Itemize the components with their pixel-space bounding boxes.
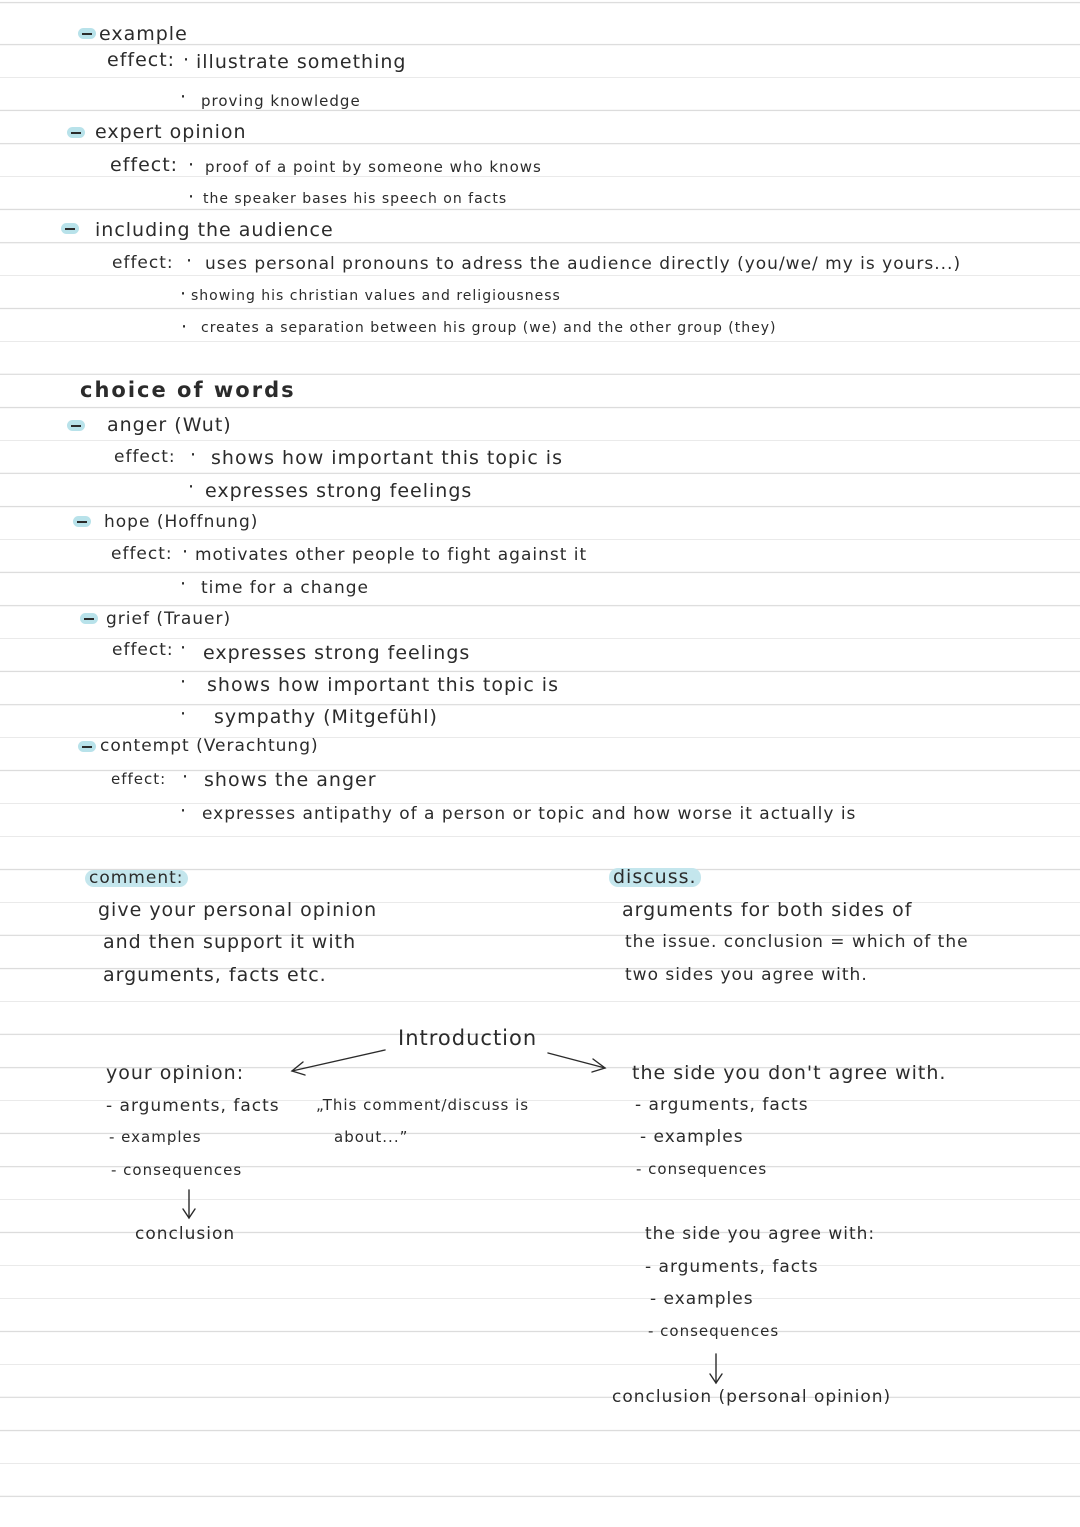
disagree-point: - consequences — [636, 1160, 768, 1178]
effect-label: effect: — [110, 154, 179, 176]
device-name: expert opinion — [95, 121, 247, 143]
effect-text: sympathy (Mitgefühl) — [214, 706, 438, 728]
bullet: · — [180, 637, 188, 659]
bullet: · — [183, 49, 191, 71]
disagree-point: - arguments, facts — [635, 1095, 809, 1115]
your-opinion-point: - arguments, facts — [106, 1096, 280, 1116]
bullet: · — [182, 541, 190, 563]
comment-title: comment: — [85, 870, 188, 887]
effect-text: motivates other people to fight against it — [195, 545, 588, 565]
section-title: choice of words — [80, 378, 296, 402]
device-name: example — [99, 23, 188, 45]
introduction-label: Introduction — [398, 1026, 538, 1050]
your-opinion-point: - consequences — [111, 1161, 243, 1179]
effect-text: creates a separation between his group (we) and the other group (they) — [201, 320, 777, 336]
arrow-to-your-opinion — [292, 1050, 385, 1071]
discuss-line: the issue. conclusion = which of the — [625, 932, 969, 952]
effect-text: expresses strong feelings — [203, 642, 471, 664]
word-name: grief (Trauer) — [106, 609, 232, 629]
discuss-line: two sides you agree with. — [625, 965, 868, 985]
agree-point: - arguments, facts — [645, 1257, 819, 1277]
discuss-line: arguments for both sides of — [622, 899, 913, 921]
bullet: · — [188, 154, 196, 176]
word-name: contempt (Verachtung) — [100, 736, 319, 756]
effect-text: showing his christian values and religiousness — [191, 288, 561, 304]
word-name: anger (Wut) — [107, 414, 232, 436]
effect-label: effect: — [111, 544, 173, 564]
effect-text: expresses strong feelings — [205, 480, 473, 502]
effect-label: effect: — [114, 447, 176, 467]
effect-text: shows the anger — [204, 769, 377, 791]
intro-quote-line: „This comment/discuss is — [316, 1096, 530, 1114]
effect-text: shows how important this topic is — [211, 447, 563, 469]
agree-title: the side you agree with: — [645, 1224, 876, 1244]
your-opinion-point: - examples — [109, 1128, 202, 1146]
effect-text: time for a change — [201, 578, 369, 598]
intro-quote-line: about...” — [334, 1128, 409, 1146]
bullet: · — [180, 703, 188, 725]
effect-text: uses personal pronouns to adress the audience directly (you/we/ my is yours...) — [205, 254, 962, 274]
bullet: · — [182, 766, 190, 788]
agree-point: - examples — [650, 1289, 754, 1309]
your-opinion-title: your opinion: — [106, 1062, 245, 1084]
comment-line: arguments, facts etc. — [103, 964, 327, 986]
bullet: · — [190, 444, 198, 466]
disagree-point: - examples — [640, 1127, 744, 1147]
right-conclusion: conclusion (personal opinion) — [612, 1387, 892, 1407]
bullet: · — [180, 671, 188, 693]
bullet: · — [181, 316, 189, 338]
effect-label: effect: — [107, 49, 176, 71]
effect-label: effect: — [112, 253, 174, 273]
disagree-title: the side you don't agree with. — [632, 1062, 947, 1084]
effect-text: expresses antipathy of a person or topic and how worse it actually is — [202, 804, 857, 824]
effect-text: shows how important this topic is — [207, 674, 559, 696]
left-conclusion: conclusion — [135, 1224, 236, 1244]
discuss-title: discuss. — [609, 868, 701, 887]
comment-line: give your personal opinion — [98, 899, 378, 921]
bullet: · — [188, 186, 196, 208]
arrow-to-other-side — [548, 1053, 605, 1068]
effect-text: the speaker bases his speech on facts — [203, 191, 508, 207]
effect-label: effect: — [111, 770, 167, 788]
word-name: hope (Hoffnung) — [104, 512, 259, 532]
effect-label: effect: — [112, 640, 174, 660]
effect-text: illustrate something — [196, 51, 407, 73]
bullet: · — [180, 573, 188, 595]
effect-text: proving knowledge — [201, 92, 361, 110]
bullet: · — [180, 86, 188, 108]
bullet: · — [180, 283, 188, 305]
agree-point: - consequences — [648, 1322, 780, 1340]
bullet: · — [188, 476, 196, 498]
bullet: · — [186, 250, 194, 272]
device-name: including the audience — [95, 219, 334, 241]
effect-text: proof of a point by someone who knows — [205, 158, 542, 176]
bullet: · — [180, 800, 188, 822]
comment-line: and then support it with — [103, 931, 357, 953]
